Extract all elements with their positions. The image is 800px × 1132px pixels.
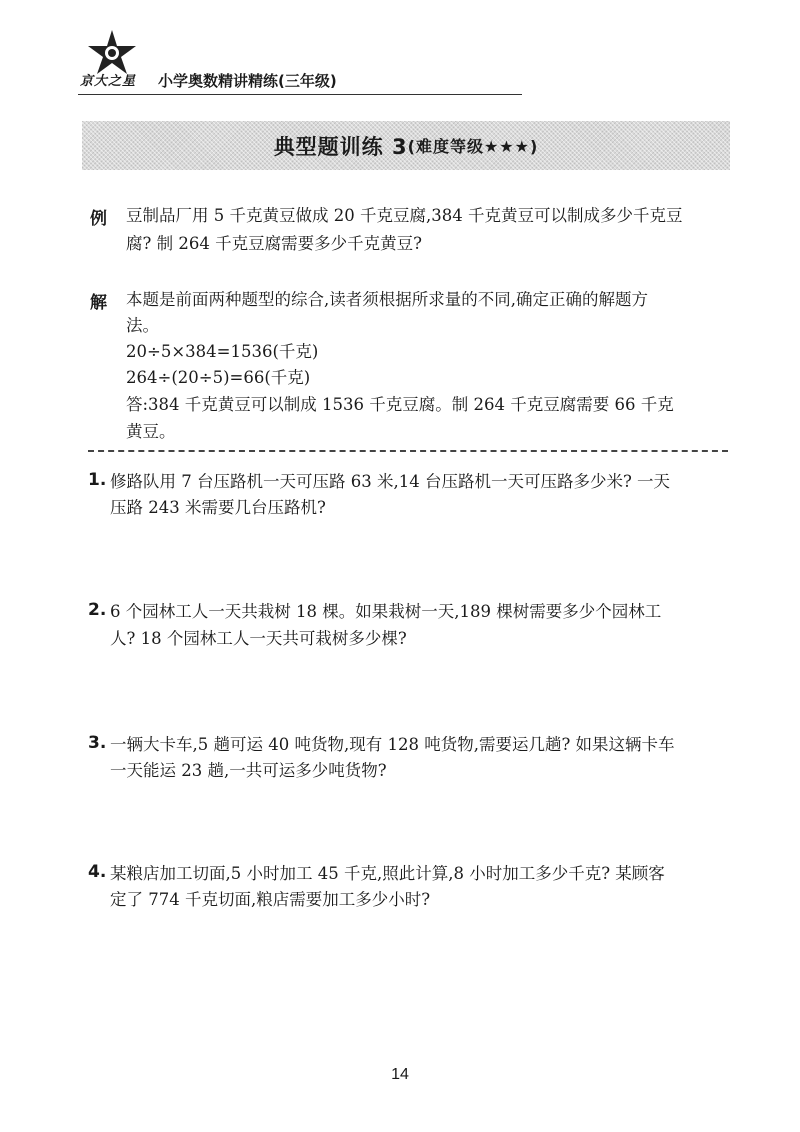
exercise-line: 压路 243 米需要几台压路机? <box>110 498 326 517</box>
exercise-line: 某粮店加工切面,5 小时加工 45 千克,照此计算,8 小时加工多少千克? 某顾客 <box>110 864 665 883</box>
solution-formula: 264÷(20÷5)=66(千克) <box>126 368 311 387</box>
difficulty-rating: (难度等级★★★) <box>407 137 539 156</box>
solution-line: 法。 <box>126 316 159 335</box>
exercise-line: 一辆大卡车,5 趟可运 40 吨货物,现有 128 吨货物,需要运几趟? 如果这辆卡车 <box>110 735 675 754</box>
exercise-number: 4. <box>88 862 107 882</box>
exercise-number: 1. <box>88 470 107 490</box>
header-divider <box>78 94 522 95</box>
exercise-number: 3. <box>88 733 107 753</box>
example-marker: 例 <box>90 209 107 229</box>
page-number: 14 <box>391 1066 409 1083</box>
solution-marker: 解 <box>90 293 107 313</box>
exercise-line: 定了 774 千克切面,粮店需要加工多少小时? <box>110 890 431 909</box>
exercise-line: 修路队用 7 台压路机一天可压路 63 米,14 台压路机一天可压路多少米? 一天 <box>110 472 671 491</box>
exercise-line: 6 个园林工人一天共栽树 18 棵。如果栽树一天,189 棵树需要多少个园林工 <box>110 602 662 621</box>
dashed-divider <box>88 450 728 452</box>
series-title: 小学奥数精讲精练(三年级) <box>158 72 337 90</box>
exercise-line: 人? 18 个园林工人一天共可栽树多少棵? <box>110 629 407 648</box>
solution-answer: 黄豆。 <box>126 422 176 441</box>
exercise-line: 一天能运 23 趟,一共可运多少吨货物? <box>110 761 387 780</box>
solution-line: 本题是前面两种题型的综合,读者须根据所求量的不同,确定正确的解题方 <box>126 290 648 309</box>
section-title: 典型题训练 3 <box>273 134 408 159</box>
section-banner <box>82 121 730 170</box>
brand-name: 京大之星 <box>80 74 137 89</box>
solution-answer: 答:384 千克黄豆可以制成 1536 千克豆腐。制 264 千克豆腐需要 66 千克 <box>126 395 674 414</box>
example-line: 豆制品厂用 5 千克黄豆做成 20 千克豆腐,384 千克黄豆可以制成多少千克豆 <box>126 206 683 225</box>
example-line: 腐? 制 264 千克豆腐需要多少千克黄豆? <box>126 234 422 253</box>
exercise-number: 2. <box>88 600 107 620</box>
solution-formula: 20÷5×384=1536(千克) <box>126 342 319 361</box>
